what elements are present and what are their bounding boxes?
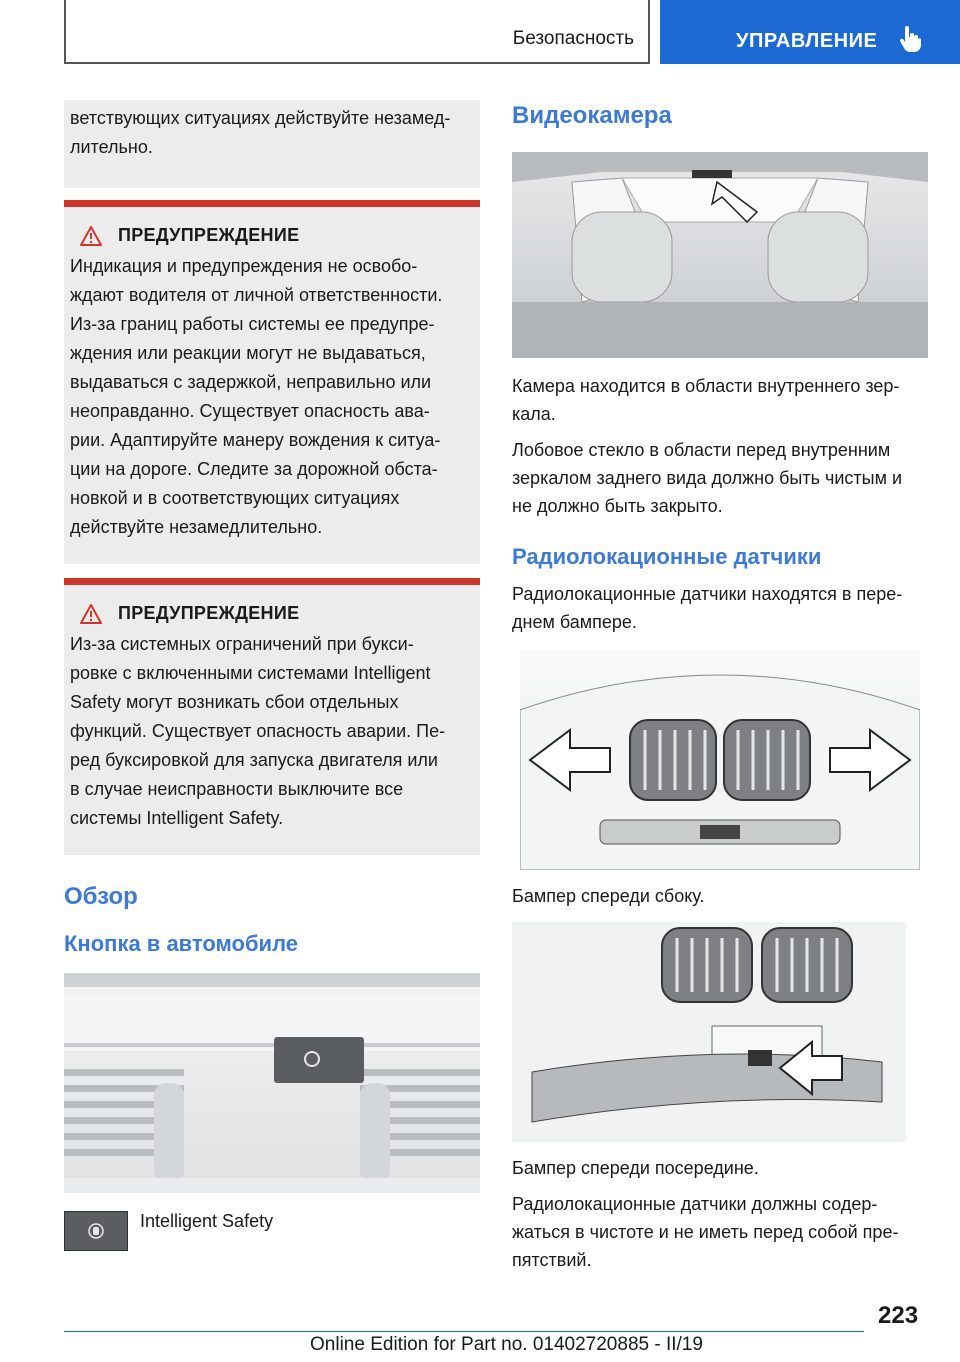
section-title: Безопасность [512, 28, 634, 49]
caption-side: Бампер спереди сбоку. [512, 886, 705, 906]
warning-text-2: Из-за системных ограничений при букси- ровке с включенными системами Intelligent Safety могут возникать сбои отдельных функций. Существует опасность аварии. Пе- ред буксировкой для запуска двигателя или в случае неисправности выключите все системы Intelligent Safety. [70, 634, 446, 828]
radar-paragraph-2: Радиолокационные датчики должны содер- жаться в чистоте и не иметь перед собой пре- пятствий. [512, 1194, 899, 1270]
overview-heading: Обзор [64, 883, 138, 910]
bumper-center-photo [512, 922, 906, 1142]
intro-box [64, 100, 480, 188]
camera-photo [512, 152, 928, 358]
intelligent-safety-label: Intelligent Safety [140, 1211, 274, 1231]
button-heading: Кнопка в автомобиле [64, 931, 298, 956]
caption-center: Бампер спереди посередине. [512, 1158, 759, 1178]
intro-text: ветствующих ситуациях действуйте незамед- лительно. [70, 108, 451, 157]
intelligent-safety-button[interactable] [64, 1211, 128, 1251]
camera-heading: Видеокамера [512, 102, 672, 129]
warning-box-2 [64, 578, 480, 855]
warning-title-2: ПРЕДУПРЕЖДЕНИЕ [118, 603, 300, 623]
header-section-box [64, 0, 650, 64]
chapter-tab[interactable] [660, 0, 960, 64]
intelligent-safety-icon [87, 1222, 105, 1240]
pointing-hand-icon [898, 26, 922, 52]
warning-triangle-icon [80, 226, 102, 246]
chapter-title: УПРАВЛЕНИЕ [736, 30, 878, 52]
left-column [64, 100, 480, 1251]
dashboard-button-photo [64, 973, 480, 1193]
page-number: 223 [878, 1302, 919, 1329]
footer-divider [64, 1331, 864, 1332]
warning-triangle-icon [80, 604, 102, 624]
radar-paragraph-1: Радиолокационные датчики находятся в пере- днем бампере. [512, 584, 903, 632]
camera-paragraph-1: Камера находится в области внутреннего зер- кала. [512, 376, 900, 424]
warning-text-1: Индикация и предупреждения не освобо- ждают водителя от личной ответственности. Из-за границ работы системы ее предупре- ждения или реакции могут не выдаваться, выдаваться с задержкой, неправильно или неоправданно. Существует опасность ава- рии. Адаптируйте манеру вождения к ситуа- ции на дороге. Следите за дорожной обста- новкой и в соответствующих ситуациях действуйте незамедлительно. [70, 256, 443, 537]
radar-heading: Радиолокационные датчики [512, 544, 822, 569]
camera-paragraph-2: Лобовое стекло в области перед внутренним зеркалом заднего вида должно быть чистым и не должно быть закрыто. [512, 440, 903, 516]
bumper-side-photo [520, 650, 920, 870]
right-column [512, 100, 928, 1274]
edition-note: Online Edition for Part no. 01402720885 - II/19 [310, 1334, 703, 1355]
warning-title-1: ПРЕДУПРЕЖДЕНИЕ [118, 225, 300, 245]
warning-box-1 [64, 200, 480, 564]
